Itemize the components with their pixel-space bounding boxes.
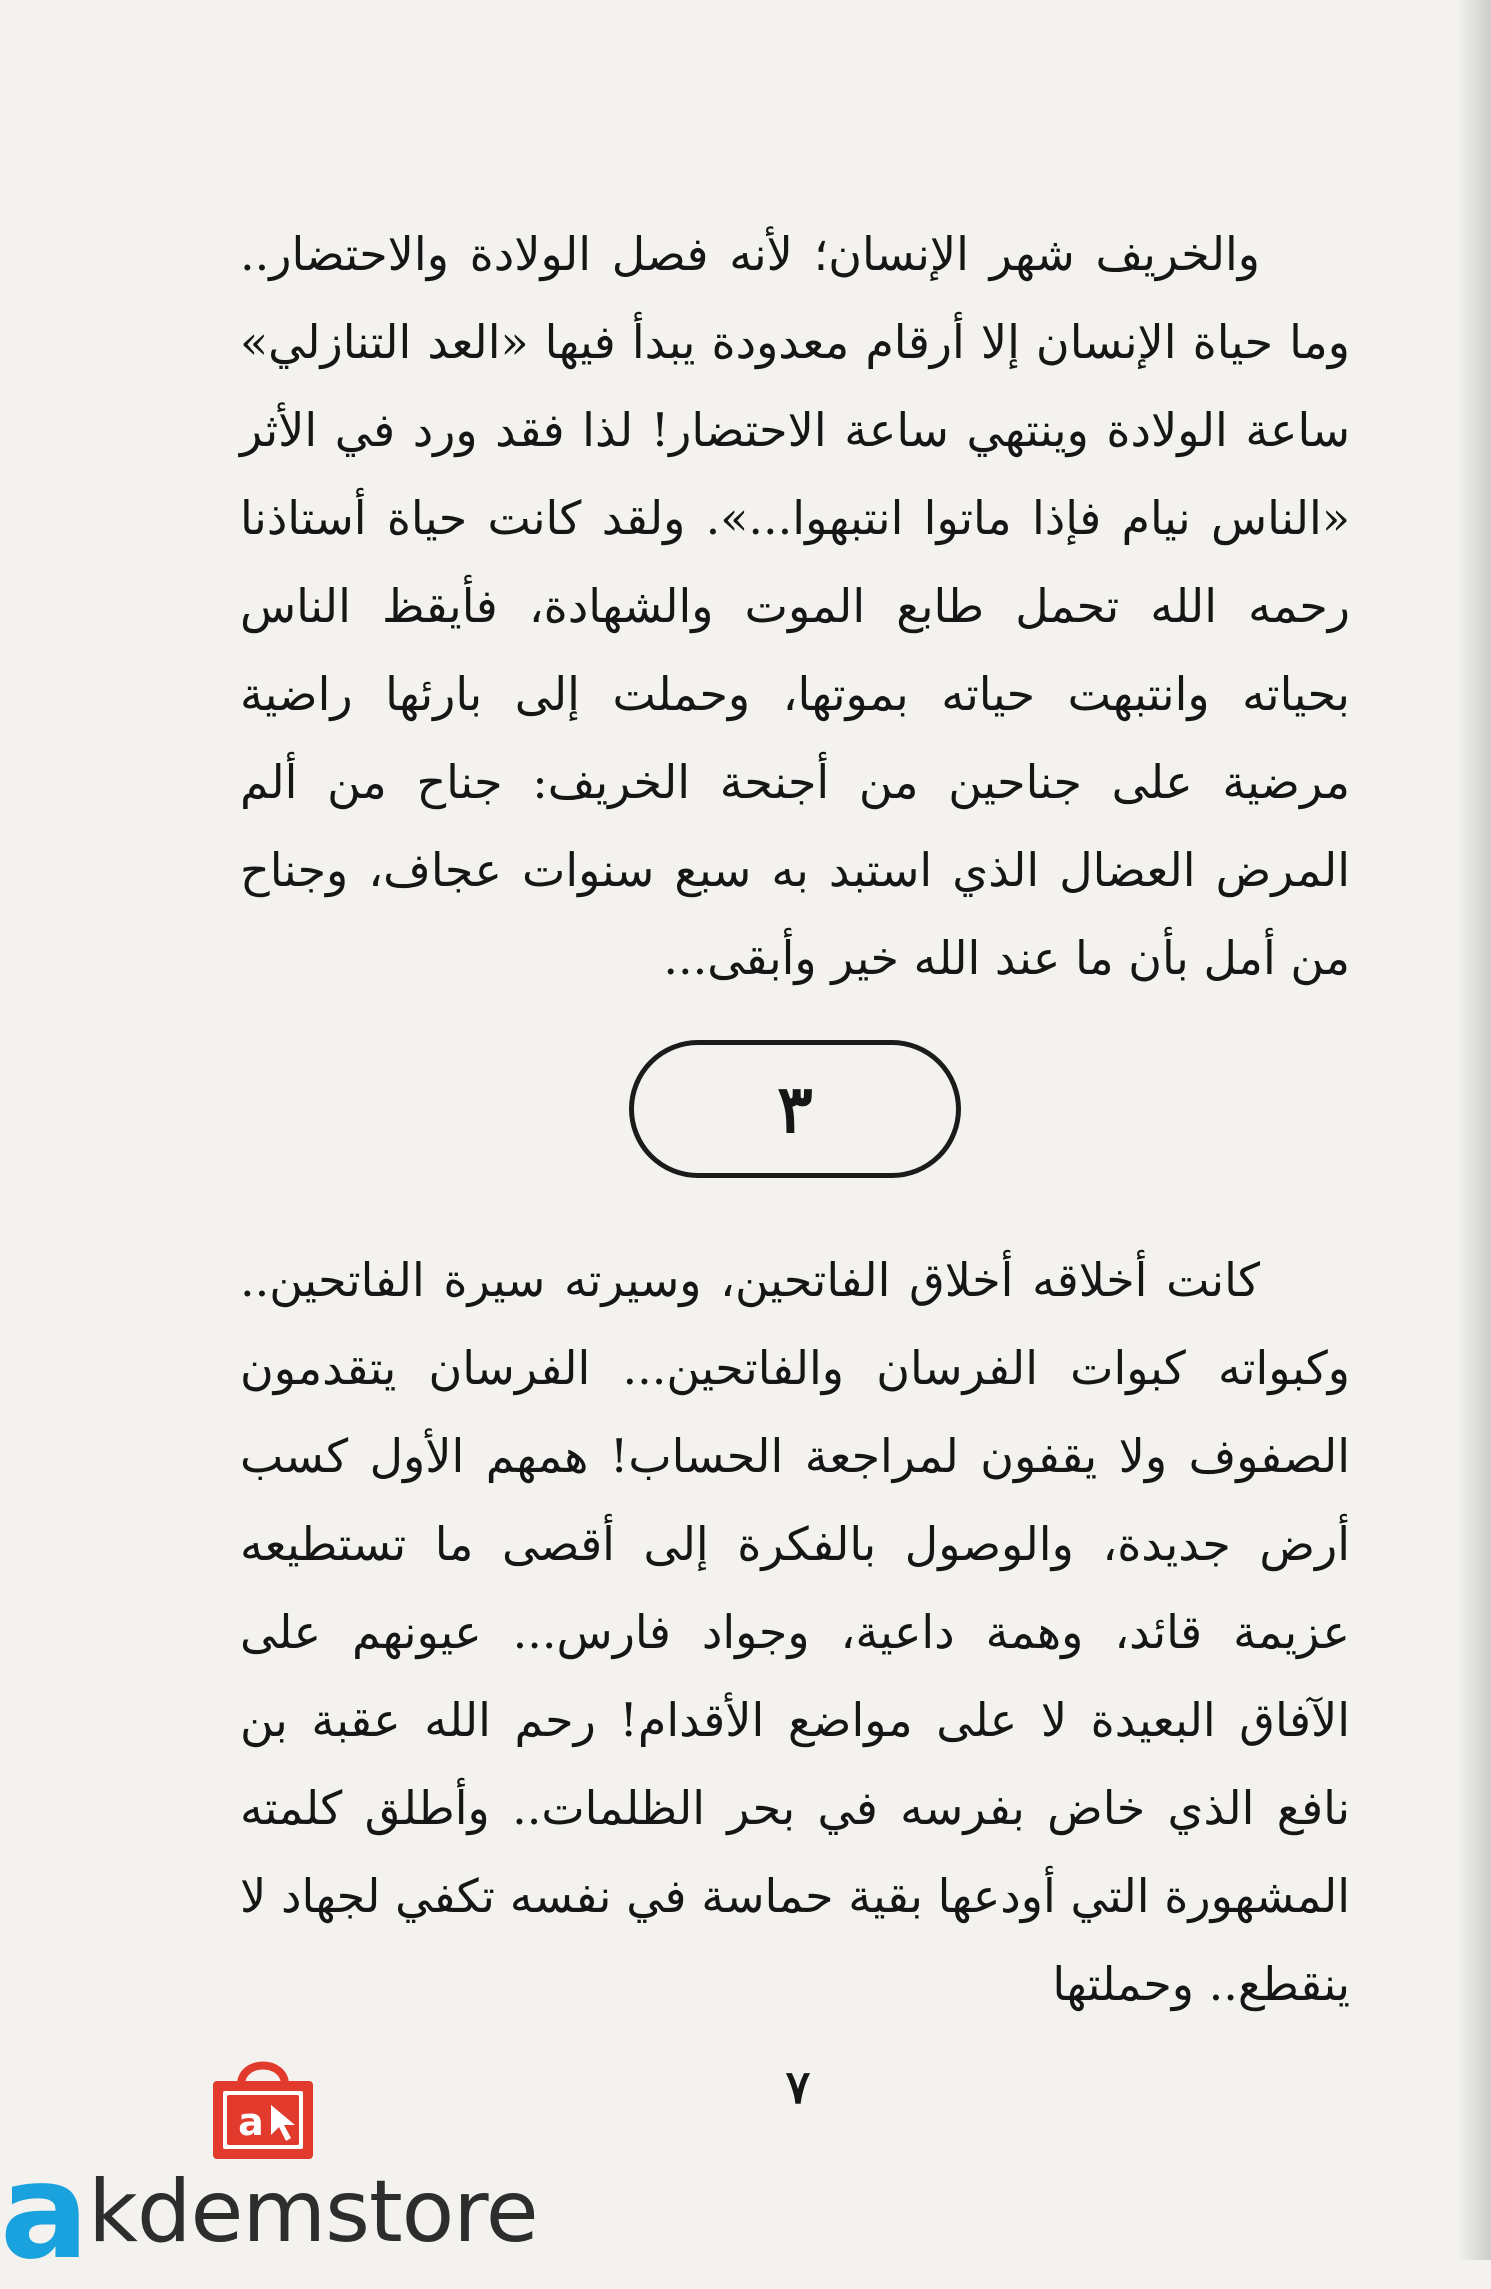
store-logo [0, 2045, 560, 2289]
logo-text: kdemstore [88, 2162, 538, 2262]
section-number: ٣ [777, 1070, 813, 1148]
page-edge-shadow [1457, 0, 1491, 2260]
logo-wordmark [0, 2135, 538, 2289]
logo-first-letter: a [0, 2135, 89, 2289]
section-number-badge [629, 1040, 961, 1178]
paragraph-2: كانت أخلاقه أخلاق الفاتحين، وسيرته سيرة الفاتحين.. وكبواته كبوات الفرسان والفاتحين... الفرسان يتقدمون الصفوف ولا يقفون لمراجعة الحساب! همهم الأول كسب أرض جديدة، والوصول بالفكرة إلى أقصى ما تستطيعه عزيمة قائد، وهمة داعية، وجواد فارس... عيونهم على الآفاق البعيدة لا على مواضع الأقدام! رحم الله عقبة بن نافع الذي خاض بفرسه في بحر الظلمات.. وأطلق كلمته المشهورة التي أودعها بقية حماسة في نفسه تكفي لجهاد لا ينقطع.. وحملتها [240, 1253, 1350, 2011]
book-page [240, 210, 1350, 2028]
icon-letter: a [238, 2100, 264, 2144]
page-number: ٧ [785, 2060, 811, 2114]
paragraph-1: والخريف شهر الإنسان؛ لأنه فصل الولادة والاحتضار.. وما حياة الإنسان إلا أرقام معدودة يبدأ فيها «العد التنازلي» ساعة الولادة وينتهي ساعة الاحتضار! لذا فقد ورد في الأثر «الناس نيام فإذا ماتوا انتبهوا...». ولقد كانت حياة أستاذنا رحمه الله تحمل طابع الموت والشهادة، فأيقظ الناس بحياته وانتبهت حياته بموتها، وحملت إلى بارئها راضية مرضية على جناحين من أجنحة الخريف: جناح من ألم المرض العضال الذي استبد به سبع سنوات عجاف، وجناح من أمل بأن ما عند الله خير وأبقى... [240, 227, 1350, 985]
shopping-bag-book-icon [205, 2045, 321, 2167]
